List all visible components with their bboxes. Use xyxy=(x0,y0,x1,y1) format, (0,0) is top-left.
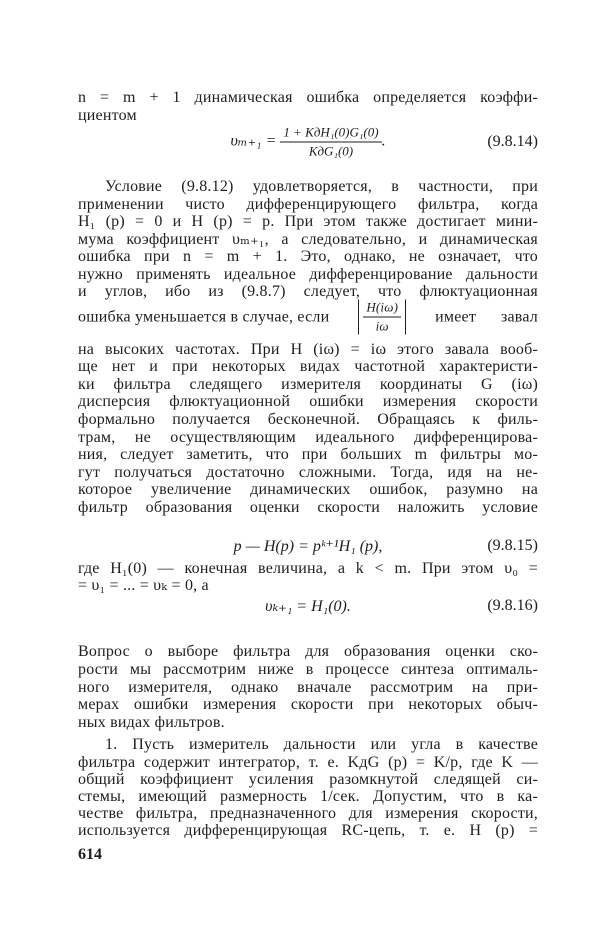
fraction-denominator: iω xyxy=(375,318,389,334)
text-line: дисперсия флюктуационной ошибки измерения скорости xyxy=(78,393,538,410)
fraction-numerator: H(iω) xyxy=(363,300,401,318)
text-line: циентом xyxy=(78,107,137,124)
text-line: H₁ (p) = 0 и H (p) = p. При этом также достигает мини- xyxy=(78,213,538,230)
text-line: формально получается бесконечной. Обращаясь к филь- xyxy=(78,411,538,428)
text-line: Вопрос о выборе фильтра для образования оценки ско- xyxy=(78,643,538,660)
text-line: n = m + 1 динамическая ошибка определяется коэффи- xyxy=(78,89,538,106)
text-line: Условие (9.8.12) удовлетворяется, в частности, при xyxy=(105,178,538,195)
equation-9-8-14 xyxy=(78,124,538,160)
text-line: = υ₁ = ... = υₖ = 0, а xyxy=(78,577,209,594)
equation-number: (9.8.15) xyxy=(487,537,538,554)
equation-number: (9.8.14) xyxy=(487,133,538,150)
text-line: честве фильтра, предназначенного для измерения скорости, xyxy=(78,805,538,822)
text-line: трам, не осуществляющим идеального дифференцирова- xyxy=(78,429,538,446)
text-line: фильтра содержит интегратор, т. е. KдG (p) = K/p, где K — xyxy=(78,754,538,771)
text-line: фильтр образования оценки скорости наложить условие xyxy=(78,499,538,516)
text-line: ошибка при n = m + 1. Это, однако, не означает, что xyxy=(78,248,538,265)
equation-number: (9.8.16) xyxy=(487,597,538,614)
text-line: 1. Пусть измеритель дальности или угла в качестве xyxy=(105,736,538,753)
text-line: стемы, имеющий размерность 1/сек. Допустим, что в ка- xyxy=(78,788,538,805)
text-line: ных видах фильтров. xyxy=(78,714,225,731)
equation-9-8-15 xyxy=(78,535,538,557)
text-line: рости мы рассмотрим ниже в процессе синтеза оптималь- xyxy=(78,661,538,678)
text-line: гут получаться достаточно сложными. Тогда, идя на не- xyxy=(78,464,538,481)
equation-body: υₖ₊₁ = H₁(0). xyxy=(265,598,351,615)
text-segment: завал xyxy=(500,308,538,325)
fraction xyxy=(280,125,381,160)
fraction-numerator: 1 + KдH₁(0)G₁(0) xyxy=(280,125,381,143)
absolute-value xyxy=(358,300,406,335)
text-line: применении чисто дифференцирующего фильтра, когда xyxy=(78,196,538,213)
equation-tail: . xyxy=(381,132,386,150)
text-line: и углов, ибо из (9.8.7) следует, что флюктуационная xyxy=(78,283,538,300)
text-line: ного измерителя, однако вначале рассмотрим на при- xyxy=(78,679,538,696)
equation-lhs: υₘ₊₁ = xyxy=(230,132,277,150)
page-number: 614 xyxy=(78,846,102,863)
text-line: нужно применять идеальное дифференцирование дальности xyxy=(78,266,538,283)
text-line: мума коэффициент υₘ₊₁, а следовательно, и динамическая xyxy=(78,231,538,248)
text-segment: ошибка уменьшается в случае, если xyxy=(78,308,330,325)
text-line: мерах ошибки измерения скорости при некоторых обыч- xyxy=(78,696,538,713)
fraction-denominator: KдG₁(0) xyxy=(308,143,354,159)
text-line: ще нет и при некоторых видах частотной характеристи- xyxy=(78,358,538,375)
text-line-with-fraction xyxy=(78,300,538,335)
text-line: ки фильтра следящего измерителя координаты G (iω) xyxy=(78,376,538,393)
text-line: которое увеличение динамических ошибок, разумно на xyxy=(78,481,538,498)
equation-9-8-16 xyxy=(78,595,538,617)
text-line: где H₁(0) — конечная величина, а k < m. При этом υ₀ = xyxy=(78,560,538,577)
fraction xyxy=(363,300,401,335)
equation-body: p — H(p) = pᵏ⁺¹H₁ (p), xyxy=(233,538,383,555)
text-line: используется дифференцирующая RC-цепь, т. е. H (p) = xyxy=(78,822,538,839)
text-segment: имеет xyxy=(435,308,477,325)
text-line: на высоких частотах. При H (iω) = iω этого завала вооб- xyxy=(78,341,538,358)
text-line: ния, следует заметить, что при больших m фильтры мо- xyxy=(78,446,538,463)
text-line: общий коэффициент усиления разомкнутой следящей си- xyxy=(78,771,538,788)
